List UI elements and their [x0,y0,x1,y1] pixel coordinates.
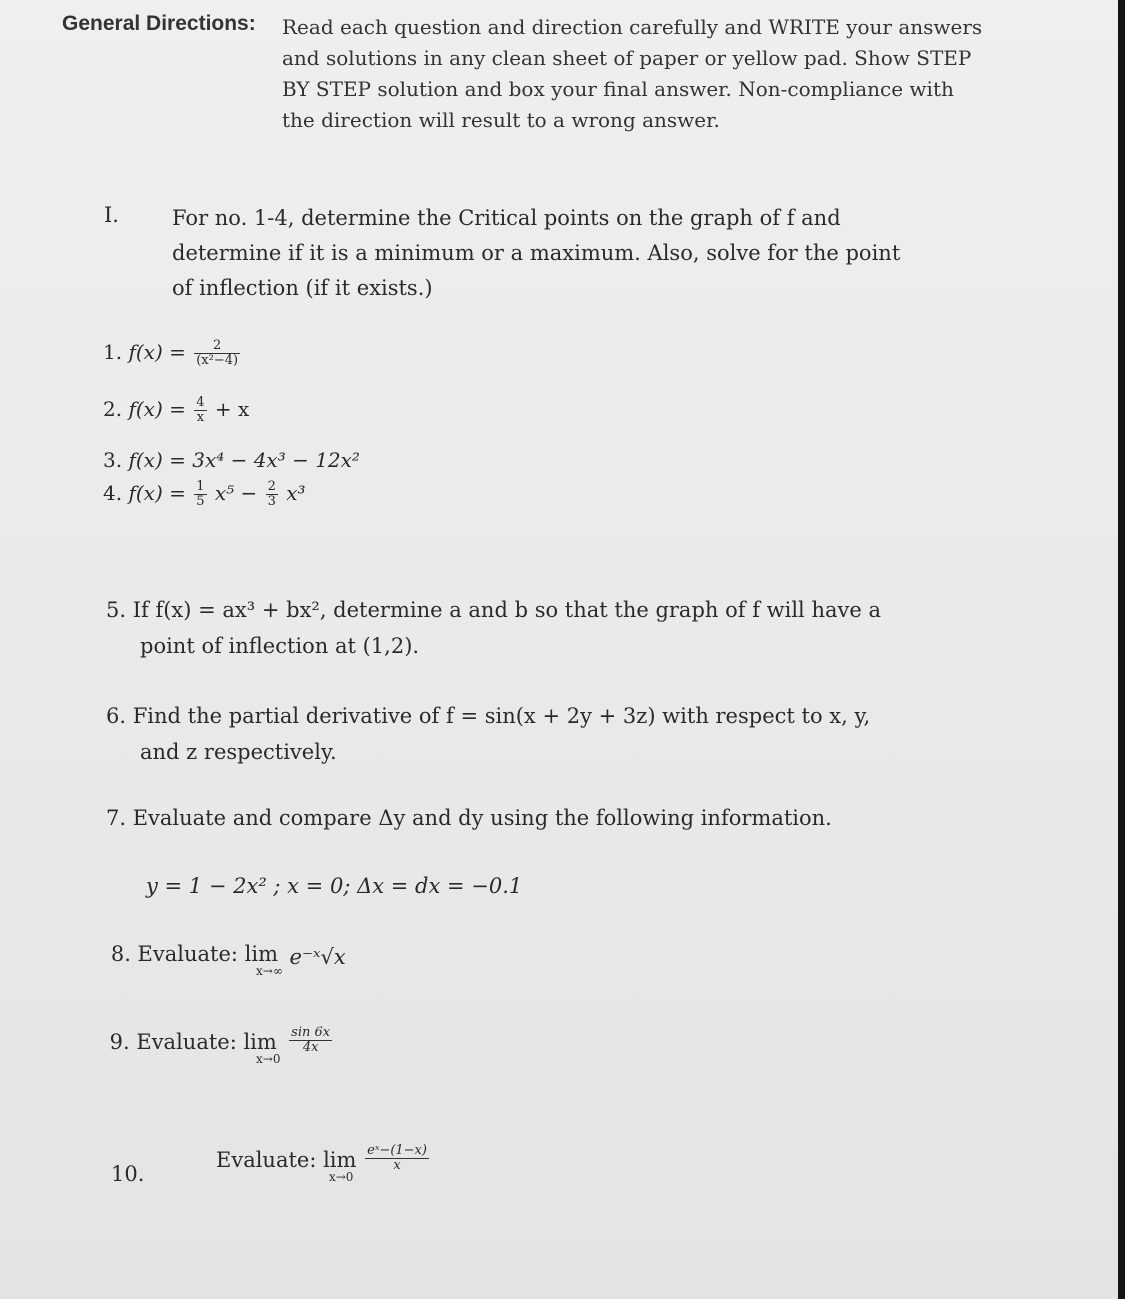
question-7: 7. Evaluate and compare Δy and dy using the following information. [106,806,832,830]
numerator: 2 [213,338,222,353]
denominator: 3 [267,494,276,509]
question-number: 2. [103,397,123,421]
question-line: 5. If f(x) = ax³ + bx², determine a and b so that the graph of f will have a [106,598,881,622]
limit-subscript: x→0 [328,1170,354,1184]
denominator: x [194,410,206,425]
question-line: point of inflection at (1,2). [140,634,420,658]
limit-label: 8. Evaluate: lim [110,942,278,966]
fraction [194,480,206,509]
limit-subscript: x→∞ [256,964,283,978]
question-8 [106,944,346,978]
function-label: f(x) = [128,397,186,421]
section-numeral: I. [104,203,119,227]
question-3 [103,448,360,472]
limit-operator [106,1032,280,1066]
question-6 [106,698,870,770]
question-line: and z respectively. [140,740,337,764]
limit-label: Evaluate: lim [216,1148,357,1172]
expression: f(x) = 3x⁴ − 4x³ − 12x² [128,448,360,472]
directions-label: General Directions: [62,12,256,35]
denominator: (x²−4) [196,353,239,368]
denominator: 4x [289,1040,332,1055]
question-number: 3. [103,448,123,472]
numerator: sin 6x [291,1025,331,1040]
fraction [266,480,278,509]
directions-line: Read each question and direction carefully and WRITE your answers [282,15,983,39]
directions-text [282,12,982,136]
expression-tail: + x [214,397,250,421]
limit-label: 9. Evaluate: lim [109,1030,277,1054]
denominator: 5 [196,494,205,509]
question-number: 1. [103,340,123,364]
question-9 [106,1025,334,1066]
numerator: 4 [196,395,205,410]
question-10 [216,1143,431,1184]
section-instructions [172,201,900,306]
question-10-number: 10. [111,1162,145,1186]
directions-line: and solutions in any clean sheet of paper or yellow pad. Show STEP [282,46,972,70]
question-1 [103,339,242,368]
fraction [194,339,240,368]
limit-subscript: x→0 [256,1052,281,1066]
expression-tail: x³ [286,481,306,505]
numerator: 1 [196,479,205,494]
fraction [194,396,206,425]
question-2 [103,396,249,425]
function-label: f(x) = [128,481,186,505]
question-4 [103,480,306,509]
question-5 [106,592,881,664]
expression-middle: x⁵ − [214,481,258,505]
fraction [365,1144,429,1173]
section-line: For no. 1-4, determine the Critical points on the graph of f and [172,206,841,230]
question-7-given: y = 1 − 2x² ; x = 0; Δx = dx = −0.1 [146,874,523,898]
numerator: 2 [267,479,276,494]
directions-line: the direction will result to a wrong answer. [282,108,720,132]
denominator: x [365,1158,429,1173]
fraction [289,1026,332,1055]
directions-line: BY STEP solution and box your final answer. Non-compliance with [282,77,954,101]
numerator: eˣ−(1−x) [367,1143,427,1158]
page-edge [1118,0,1125,1299]
function-label: f(x) = [128,340,186,364]
question-line: 6. Find the partial derivative of f = sin(x + 2y + 3z) with respect to x, y, [106,704,871,728]
question-number: 4. [103,481,123,505]
limit-operator [216,1150,356,1184]
section-line: of inflection (if it exists.) [172,276,433,300]
limit-operator [106,944,283,978]
limit-expression: e⁻ˣ√x [289,945,346,969]
section-line: determine if it is a minimum or a maximum. Also, solve for the point [172,241,901,265]
